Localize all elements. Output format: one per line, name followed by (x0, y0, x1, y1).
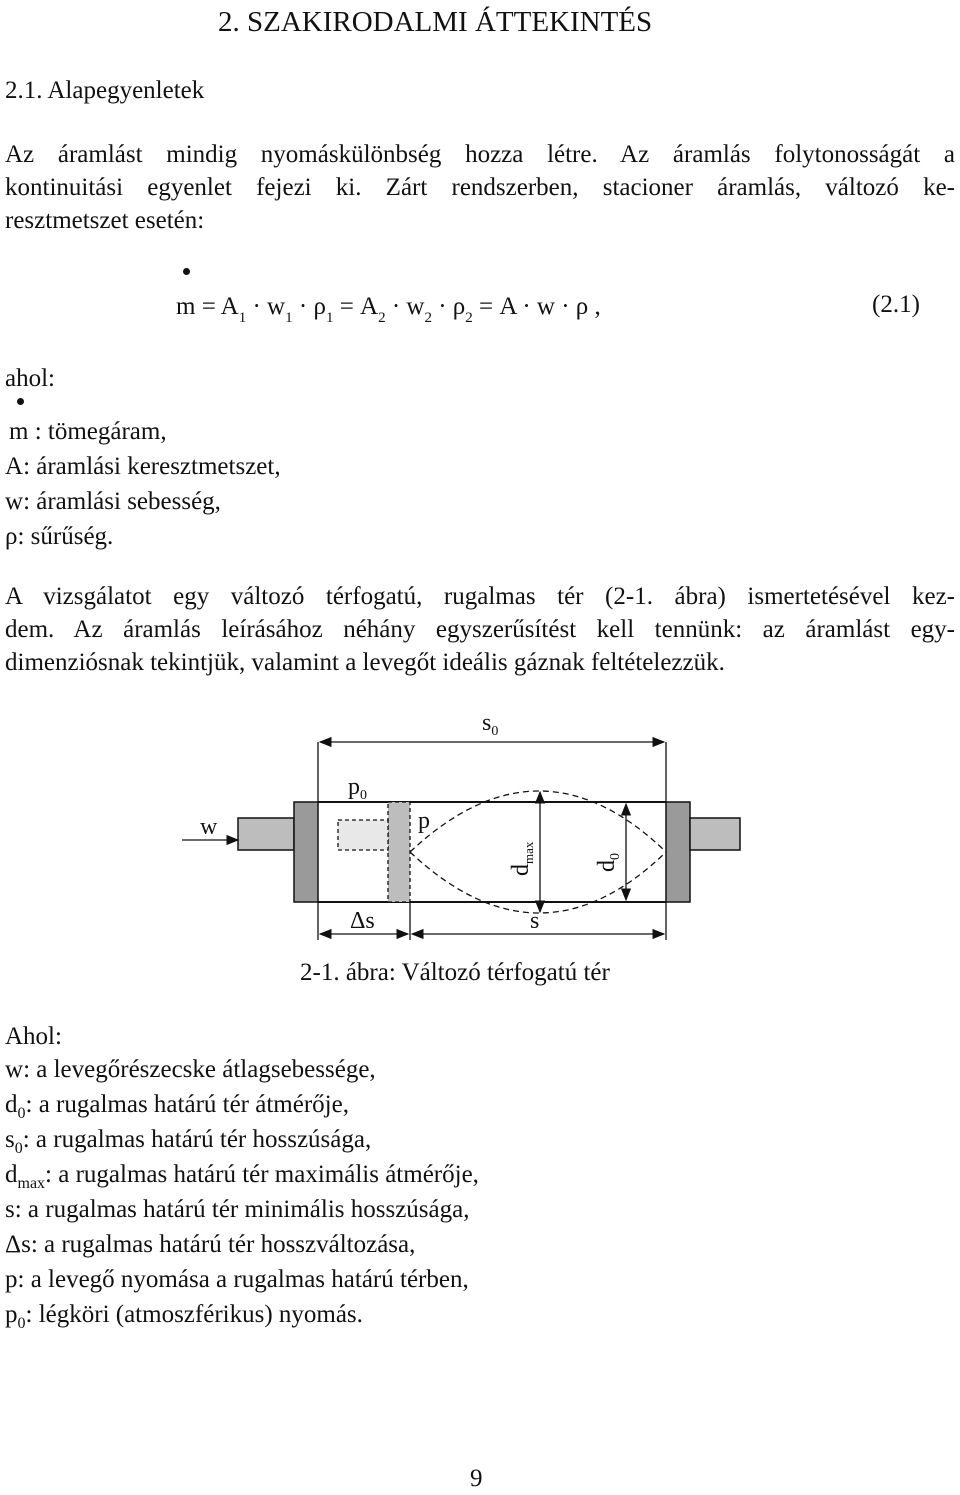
d0-label: $d_0$ (594, 853, 623, 872)
symbol-item: m : tömegáram, (9, 418, 167, 445)
piston (388, 802, 410, 902)
body-line: dem. Az áramlás leírásához néhány egyszerűsítést kell tennünk: az áramlást egy- (5, 616, 955, 643)
bulge-top (410, 791, 666, 852)
equation-number: (2.1) (872, 291, 920, 318)
eq-subscript: 2 (465, 310, 473, 326)
dmax-label: $d_{max}$ (508, 841, 536, 876)
chapter-title: 2. SZAKIRODALMI ÁTTEKINTÉS (218, 6, 653, 38)
legend-item: s: a rugalmas határú tér minimális hosszúsága, (5, 1196, 470, 1223)
right-end-cap (666, 802, 690, 902)
eq-subscript: 1 (238, 310, 247, 326)
eq-term: = A (339, 293, 379, 320)
body-line: A vizsgálatot egy változó térfogatú, rugalmas tér (2-1. ábra) ismertetésével kez- (5, 583, 955, 610)
left-rod (238, 818, 294, 850)
eq-subscript: 2 (424, 310, 432, 326)
symbol-item: A: áramlási keresztmetszet, (5, 453, 281, 480)
eq-term: · ρ (438, 293, 466, 320)
legend-item: $s_0$: a rugalmas határú tér hosszúsága, (5, 1126, 372, 1157)
legend-item: $d_0$: a rugalmas határú tér átmérője, (5, 1091, 349, 1122)
s-label: s (530, 908, 540, 934)
intro-line: Az áramlást mindig nyomáskülönbség hozza létre. Az áramlás folytonosságát a (5, 141, 955, 168)
body-line: dimenziósnak tekintjük, valamint a levegőt ideális gáznak feltételezzük. (5, 649, 725, 676)
delta-s-label: Δs (350, 908, 375, 934)
intro-line: resztmetszet esetén: (5, 207, 205, 234)
legend-item: Δs: a rugalmas határú tér hosszváltozása, (5, 1231, 416, 1258)
intro-paragraph (5, 138, 955, 237)
equation-body (176, 290, 601, 327)
eq-term: · ρ (298, 293, 326, 320)
mass-flow-dot (17, 398, 24, 405)
w-label: w (200, 814, 218, 840)
bulge-bottom (410, 852, 666, 913)
where-label: ahol: (5, 365, 55, 392)
symbol-item: w: áramlási sebesség, (5, 488, 221, 515)
legend-item: w: a levegőrészecske átlagsebessége, (5, 1056, 376, 1083)
symbol-list (5, 414, 281, 554)
p-label: p (418, 808, 430, 834)
s0-label: $s_0$ (482, 710, 499, 739)
piston-rod (338, 820, 388, 850)
body-paragraph (5, 580, 955, 679)
eq-subscript: 2 (378, 310, 386, 326)
right-rod (690, 818, 740, 850)
section-title: 2.1. Alapegyenletek (5, 77, 205, 104)
legend-item: $p_0$: légköri (atmoszférikus) nyomás. (5, 1301, 363, 1332)
legend-title: Ahol: (5, 1023, 62, 1050)
legend-list (5, 1052, 479, 1332)
symbol-item: ρ: sűrűség. (5, 523, 114, 550)
intro-line: kontinuitási egyenlet fejezi ki. Zárt rendszerben, stacioner áramlás, változó ke- (5, 174, 955, 201)
eq-term: · w (252, 293, 286, 320)
eq-term: = A · w · ρ , (479, 293, 601, 320)
eq-term: = A (201, 293, 239, 320)
eq-subscript: 1 (285, 310, 293, 326)
eq-lhs: m (176, 293, 196, 320)
variable-volume-figure (0, 700, 960, 950)
left-end-cap (294, 802, 318, 902)
p0-label: $p_0$ (348, 774, 367, 803)
figure-caption: 2-1. ábra: Változó térfogatú tér (300, 959, 610, 986)
eq-subscript: 1 (325, 310, 334, 326)
legend-item: $d_{max}$: a rugalmas határú tér maximális átmérője, (5, 1161, 479, 1192)
mass-flow-dot (183, 268, 190, 275)
legend-item: p: a levegő nyomása a rugalmas határú térben, (5, 1266, 469, 1293)
eq-term: · w (391, 293, 425, 320)
page-number: 9 (470, 1465, 483, 1492)
